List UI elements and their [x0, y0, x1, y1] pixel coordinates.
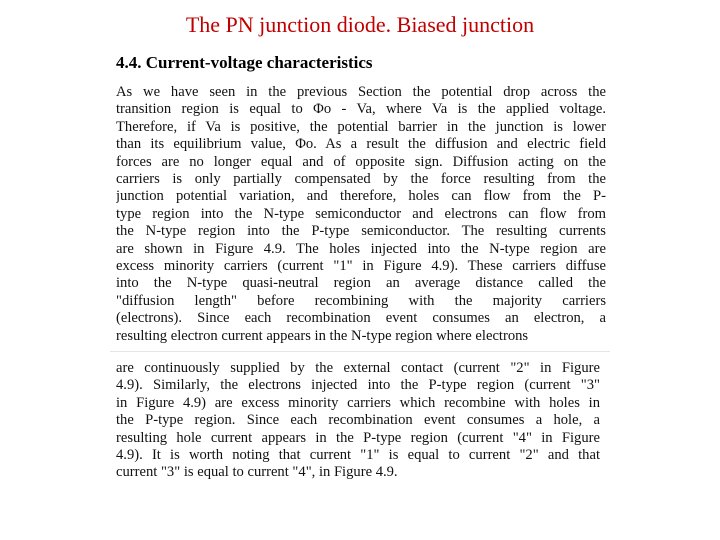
text-line: forces are no longer equal and of opposite sign. Diffusion acting on the: [116, 153, 606, 170]
text-line: 4.9). It is worth noting that current "1" is equal to current "2" and that: [116, 447, 600, 463]
text-line: are shown in Figure 4.9. The holes injected into the N-type region are: [116, 240, 606, 257]
scan-separator: [110, 351, 610, 352]
slide-title: The PN junction diode. Biased junction: [185, 12, 535, 37]
text-line: transition region is equal to Φo - Va, where Va is the applied voltage.: [116, 101, 606, 118]
text-line: the P-type region. Since each recombination event consumes a hole, a: [116, 412, 600, 429]
section-heading: 4.4. Current-voltage characteristics: [116, 53, 373, 72]
text-line: (electrons). Since each recombination event consumes an electron, a: [116, 310, 606, 327]
text-line: carriers is only partially compensated by the force resulting from the: [116, 171, 606, 187]
text-line: than its equilibrium value, Φo. As a result the diffusion and electric field: [116, 136, 606, 153]
text-line: current "3" is equal to current "4", in Figure 4.9.: [116, 464, 398, 481]
text-line: As we have seen in the previous Section the potential drop across the: [116, 84, 606, 100]
text-line: are continuously supplied by the external contact (current "2" in Figure: [116, 360, 600, 376]
text-line: type region into the N-type semiconductor and electrons can flow from: [116, 205, 606, 222]
text-line: "diffusion length" before recombining with the majority carriers: [116, 292, 606, 309]
text-line: in Figure 4.9) are excess minority carriers which recombine with holes in: [116, 394, 600, 411]
text-line: resulting electron current appears in the N-type region where electrons: [116, 327, 529, 344]
text-line: 4.9). Similarly, the electrons injected into the P-type region (current "3": [116, 377, 600, 394]
text-line: resulting hole current appears in the P-type region (current "4" in Figure: [116, 429, 600, 446]
text-line: Therefore, if Va is positive, the potential barrier in the junction is lower: [116, 118, 606, 135]
text-line: excess minority carriers (current "1" in Figure 4.9). These carriers diffuse: [116, 258, 606, 274]
text-line: the N-type region into the P-type semiconductor. The resulting currents: [116, 223, 606, 240]
text-line: into the N-type quasi-neutral region an average distance called the: [116, 275, 606, 292]
text-line: junction potential variation, and therefore, holes can flow from the P-: [116, 188, 606, 205]
